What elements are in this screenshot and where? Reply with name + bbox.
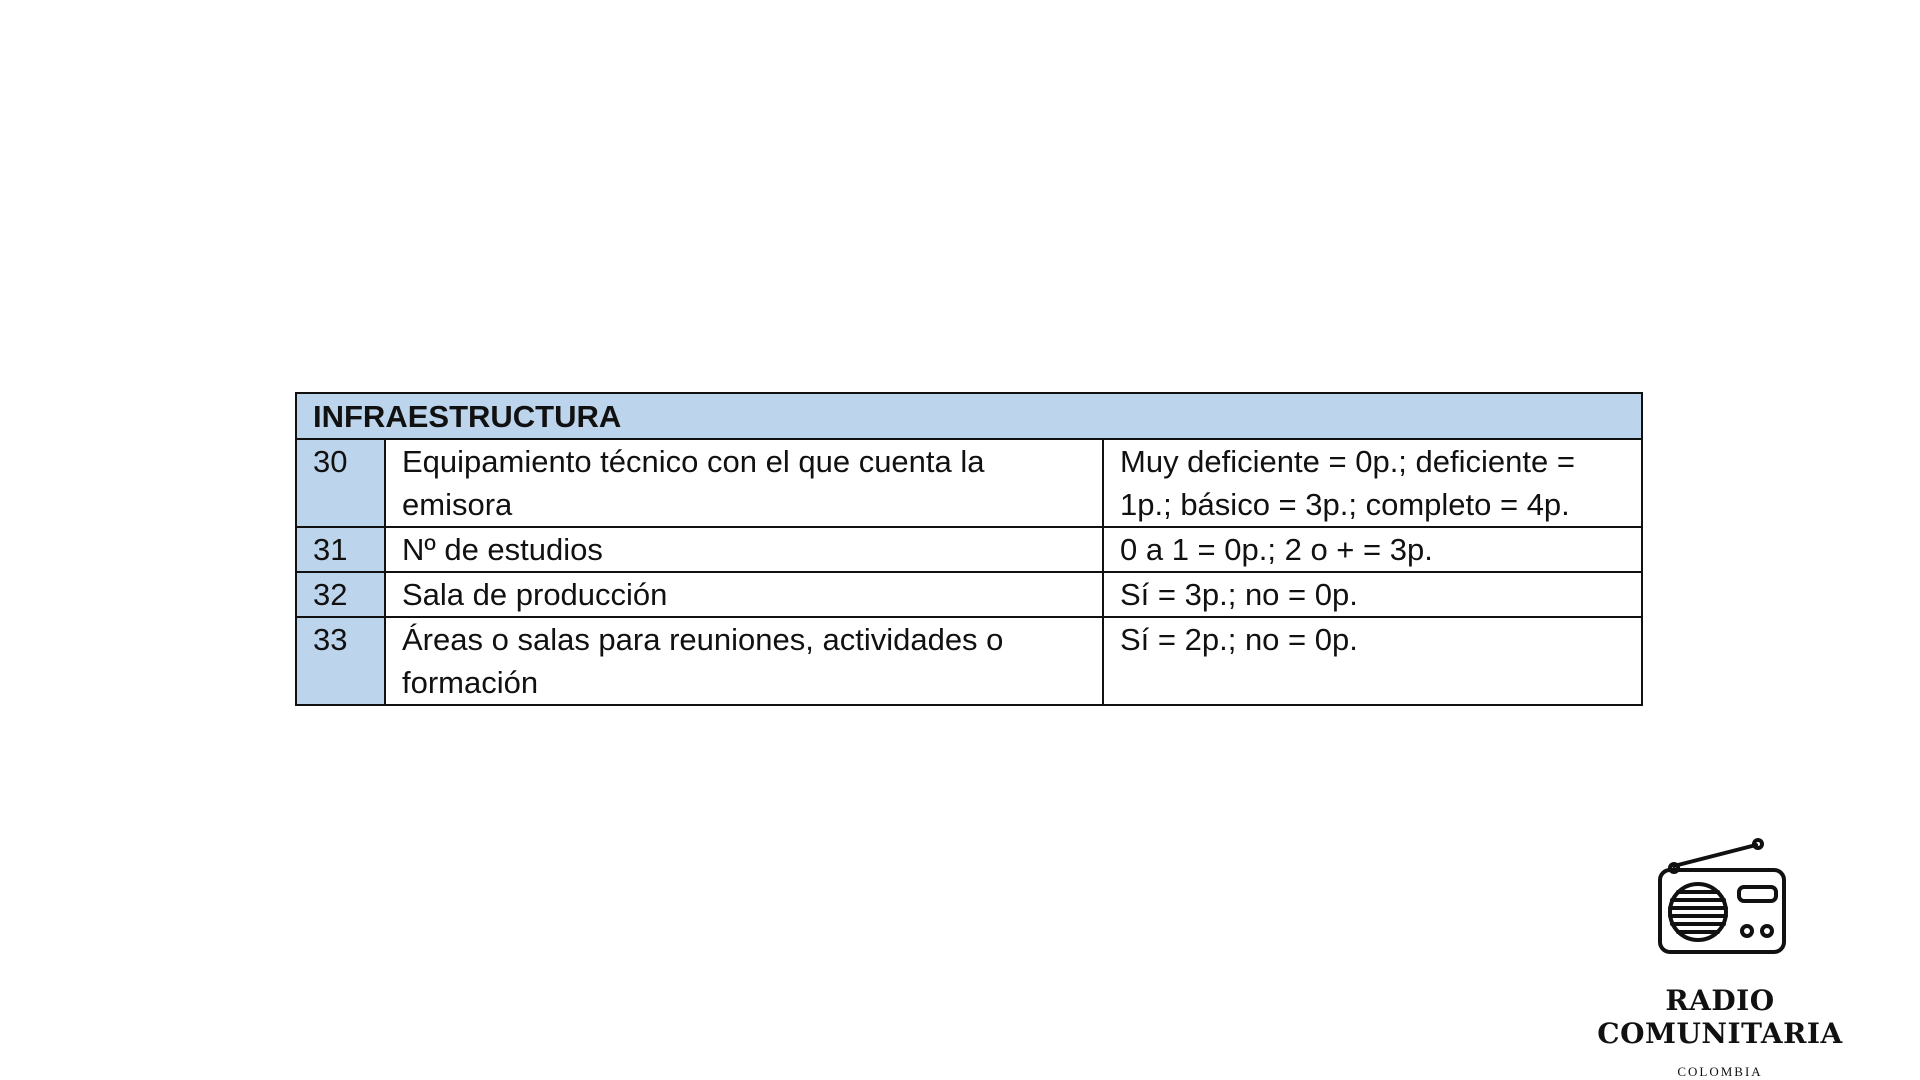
table-row [296, 617, 1642, 705]
row-number: 31 [296, 527, 385, 572]
brand-name: RADIO COMUNITARIA [1597, 984, 1843, 1050]
table-header: INFRAESTRUCTURA [296, 393, 1642, 439]
scoring-cell: Sí = 3p.; no = 0p. [1103, 572, 1642, 617]
criterion-cell: Equipamiento técnico con el que cuenta la emisora [385, 439, 1103, 527]
radio-icon [1650, 838, 1790, 956]
brand-subtitle: COLOMBIA [1677, 1064, 1763, 1079]
row-number: 33 [296, 617, 385, 705]
table-row [296, 527, 1642, 572]
infrastructure-table [295, 392, 1643, 706]
brand-logo [1540, 838, 1900, 1080]
row-number: 30 [296, 439, 385, 527]
row-number: 32 [296, 572, 385, 617]
table-row [296, 439, 1642, 527]
scoring-cell: Muy deficiente = 0p.; deficiente = 1p.; básico = 3p.; completo = 4p. [1103, 439, 1642, 527]
criterion-cell: Nº de estudios [385, 527, 1103, 572]
table-row [296, 572, 1642, 617]
criterion-cell: Sala de producción [385, 572, 1103, 617]
scoring-cell: Sí = 2p.; no = 0p. [1103, 617, 1642, 705]
scoring-cell: 0 a 1 = 0p.; 2 o + = 3p. [1103, 527, 1642, 572]
criterion-cell: Áreas o salas para reuniones, actividades o formación [385, 617, 1103, 705]
